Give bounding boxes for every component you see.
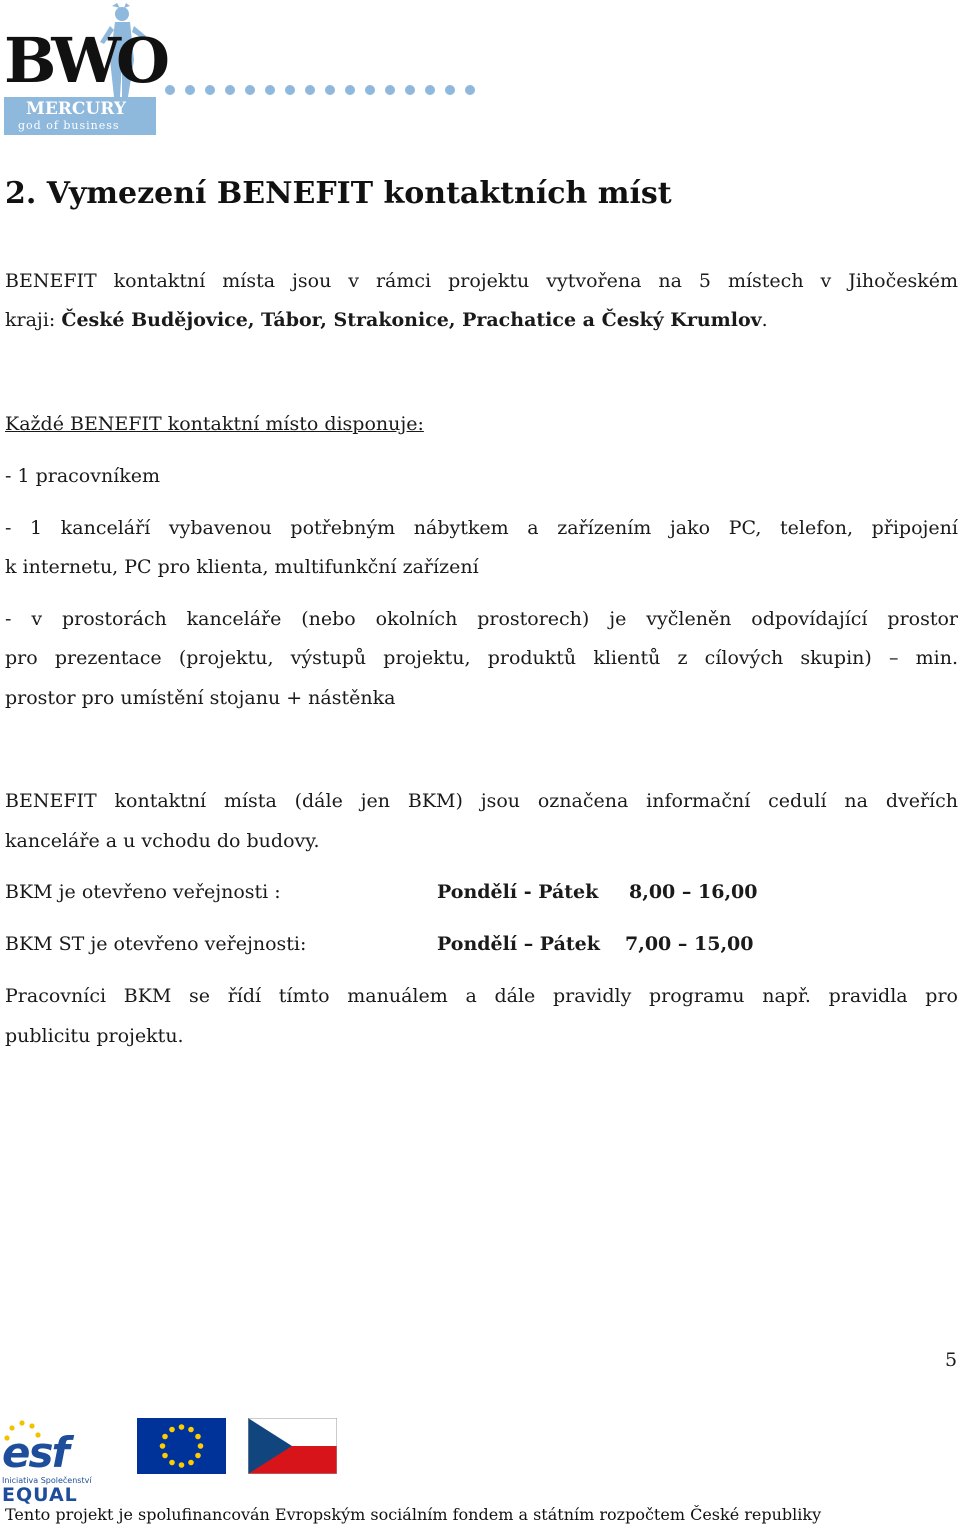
facilities-item-space-line-1: - v prostorách kanceláře (nebo okolních prostorech) je vyčleněn odpovídající prostor	[5, 608, 958, 630]
signage-line-2: kanceláře a u vchodu do budovy.	[5, 830, 320, 852]
funding-note: Tento projekt je spolufinancován Evropským sociálním fondem a státním rozpočtem České republiky	[5, 1505, 822, 1524]
esf-equal-logo	[2, 1418, 102, 1504]
facilities-item-staff: - 1 pracovníkem	[5, 465, 161, 487]
eu-flag-icon	[137, 1418, 226, 1474]
esf-wordmark: esf	[2, 1428, 68, 1477]
intro-locations: České Budějovice, Tábor, Strakonice, Prachatice a Český Krumlov	[61, 309, 762, 331]
hours-bkm-st-label: BKM ST je otevřeno veřejnosti:	[5, 933, 307, 955]
signage-line-1: BENEFIT kontaktní místa (dále jen BKM) jsou označena informační cedulí na dveřích	[5, 790, 958, 812]
hours-bkm-days: Pondělí - Pátek	[437, 881, 599, 903]
facilities-item-space-line-2: pro prezentace (projektu, výstupů projektu, produktů klientů z cílových skupin) – min.	[5, 647, 958, 669]
intro-line-2	[5, 309, 768, 331]
hours-bkm-label: BKM je otevřeno veřejnosti :	[5, 881, 281, 903]
section-heading: 2. Vymezení BENEFIT kontaktních míst	[5, 176, 672, 211]
bwo-mercury-logo	[4, 2, 166, 135]
facilities-item-space-line-3: prostor pro umístění stojanu + nástěnka	[5, 687, 396, 709]
staff-note-line-1: Pracovníci BKM se řídí tímto manuálem a dále pravidly programu např. pravidla pro	[5, 985, 958, 1007]
facilities-item-office-line-2: k internetu, PC pro klienta, multifunkční zařízení	[5, 556, 479, 578]
esf-caption: Iniciativa Společenství	[2, 1476, 92, 1485]
hours-bkm-st-time: 7,00 – 15,00	[625, 933, 754, 955]
intro-line-2-suffix: .	[761, 309, 768, 331]
logo-wordmark: BWO	[4, 24, 166, 97]
equal-wordmark: EQUAL	[2, 1484, 78, 1506]
facilities-item-office-line-1: - 1 kanceláří vybavenou potřebným nábytkem a zařízením jako PC, telefon, připojení	[5, 517, 958, 539]
staff-note-line-2: publicitu projektu.	[5, 1025, 184, 1047]
intro-line-2-prefix: kraji:	[5, 309, 62, 331]
czech-flag-icon	[248, 1418, 337, 1474]
intro-line-1: BENEFIT kontaktní místa jsou v rámci projektu vytvořena na 5 místech v Jihočeském	[5, 270, 958, 292]
hours-bkm-st-days: Pondělí – Pátek	[437, 933, 600, 955]
page-number: 5	[945, 1349, 958, 1371]
logo-brand: MERCURY	[26, 99, 126, 119]
logo-tagline: god of business	[18, 119, 120, 132]
hours-bkm-time: 8,00 – 16,00	[629, 881, 758, 903]
facilities-heading: Každé BENEFIT kontaktní místo disponuje:	[5, 413, 424, 435]
